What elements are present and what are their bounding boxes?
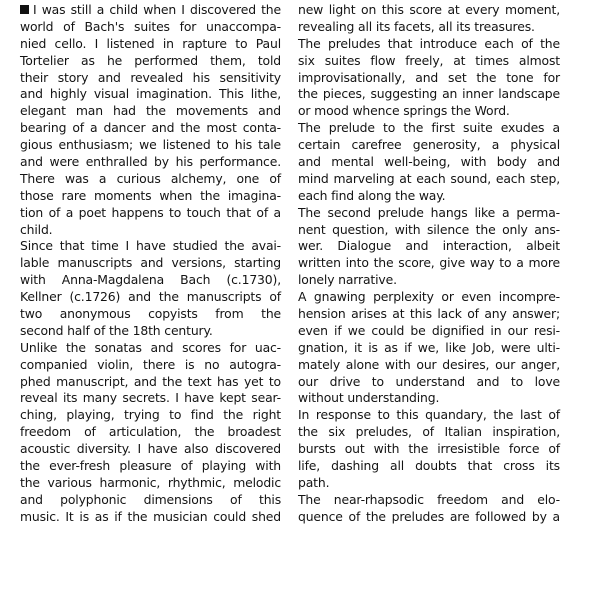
text-line <box>298 70 560 87</box>
line-text: child. <box>20 221 53 237</box>
text-line <box>298 53 560 70</box>
right-text-column <box>298 2 560 526</box>
text-line <box>298 407 560 424</box>
line-text: A gnawing perplexity or even incompre- <box>298 289 560 305</box>
line-text: six suites flow freely, at times almost <box>298 52 560 68</box>
line-text: without understanding. <box>298 390 440 406</box>
text-line <box>20 238 281 255</box>
line-text: The preludes that introduce each of the <box>298 35 560 51</box>
text-line <box>298 441 560 458</box>
line-text: nied cello. I listened in rapture to Paul <box>20 35 281 51</box>
line-text: and highly visual imagination. This lithe, <box>20 86 281 102</box>
text-line <box>298 238 560 255</box>
line-text: elegant man had the movements and <box>20 103 281 119</box>
line-text: and mental well-being, with body and <box>298 154 560 170</box>
text-line <box>298 357 560 374</box>
text-line <box>298 458 560 475</box>
line-text: Unlike the sonatas and scores for uac- <box>20 339 281 355</box>
line-text: music. It is as if the musician could shed <box>20 508 281 524</box>
line-text: written into the score, give way to a more <box>298 255 560 271</box>
text-line <box>20 154 281 171</box>
line-text: world of Bach's suites for unaccompa- <box>20 18 281 34</box>
line-text: tion of a poet happens to touch that of a <box>20 204 281 220</box>
line-text: gnation, it is as if we, like Job, were ulti- <box>298 339 560 355</box>
text-line <box>298 323 560 340</box>
text-line <box>298 205 560 222</box>
text-line <box>20 205 281 222</box>
text-line <box>20 120 281 137</box>
text-line <box>20 53 281 70</box>
text-line <box>20 36 281 53</box>
text-line <box>298 171 560 188</box>
text-line <box>20 255 281 272</box>
line-text: improvisationally, and set the tone for <box>298 69 560 85</box>
text-line <box>20 475 281 492</box>
text-line <box>20 289 281 306</box>
text-line <box>298 120 560 137</box>
text-line <box>20 492 281 509</box>
text-line <box>20 188 281 205</box>
line-text: The near-rhapsodic freedom and elo- <box>298 491 560 507</box>
text-line <box>298 255 560 272</box>
line-text: our drive to understand and to love <box>298 373 560 389</box>
line-text: and were enthralled by his performance. <box>20 154 281 170</box>
line-text: bursts out with the irresistible force of <box>298 441 560 457</box>
text-line <box>20 2 281 19</box>
text-line <box>298 86 560 103</box>
text-line <box>298 222 560 239</box>
text-line <box>298 36 560 53</box>
text-line <box>20 86 281 103</box>
line-text: mately alone with our desires, our anger, <box>298 356 560 372</box>
line-text: companied violin, there is no autogra- <box>20 356 281 372</box>
line-text: the six preludes, of Italian inspiration, <box>298 424 560 440</box>
text-line <box>20 222 281 239</box>
line-text: each find along the way. <box>298 187 446 203</box>
text-line <box>20 103 281 120</box>
line-text: two anonymous copyists from the <box>20 306 281 322</box>
text-line <box>20 390 281 407</box>
text-line <box>298 374 560 391</box>
text-line <box>298 390 560 407</box>
line-text: In response to this quandary, the last of <box>298 407 560 423</box>
text-line <box>20 424 281 441</box>
line-text: Since that time I have studied the avai- <box>20 238 281 254</box>
text-line <box>298 188 560 205</box>
text-line <box>298 492 560 509</box>
line-text: path. <box>298 474 330 490</box>
line-text: quence of the preludes are followed by a <box>298 508 560 524</box>
line-text: even if we could be dignified in our resi- <box>298 322 560 338</box>
text-line <box>20 323 281 340</box>
text-line <box>20 374 281 391</box>
text-line <box>20 407 281 424</box>
line-text: the ever-fresh pleasure of playing with <box>20 458 281 474</box>
line-text: certain carefree generosity, a physical <box>298 137 560 153</box>
line-text: the various harmonic, rhythmic, melodic <box>20 474 281 490</box>
text-line <box>298 475 560 492</box>
line-text: mind marveling at each sound, each step, <box>298 170 560 186</box>
line-text: revealing all its facets, all its treasures. <box>298 18 535 34</box>
line-text: wer. Dialogue and interaction, albeit <box>298 238 560 254</box>
text-line <box>20 458 281 475</box>
text-line <box>20 272 281 289</box>
line-text: Kellner (c.1726) and the manuscripts of <box>20 289 281 305</box>
text-line <box>298 272 560 289</box>
text-line <box>298 137 560 154</box>
line-text: ching, playing, trying to find the right <box>20 407 281 423</box>
text-line <box>20 441 281 458</box>
text-line <box>20 340 281 357</box>
text-line <box>20 19 281 36</box>
text-line <box>298 340 560 357</box>
line-text: phed manuscript, and the text has yet to <box>20 373 281 389</box>
line-text: second half of the 18th century. <box>20 322 213 338</box>
line-text: the pieces, suggesting an inner landscape <box>298 86 560 102</box>
line-text: I was still a child when I discovered the <box>33 2 281 17</box>
left-text-column <box>20 2 281 526</box>
text-line <box>20 509 281 526</box>
line-text: The second prelude hangs like a perma- <box>298 204 560 220</box>
square-bullet-icon <box>20 5 29 14</box>
text-line <box>298 103 560 120</box>
line-text: nent question, with silence the only ans- <box>298 221 560 237</box>
text-line <box>298 424 560 441</box>
line-text: those rare moments when the imagina- <box>20 187 281 203</box>
line-text: gious enthusiasm; we listened to his tale <box>20 137 281 153</box>
line-text: hension arises at this lack of any answer; <box>298 306 560 322</box>
line-text: Tortelier as he performed them, told <box>20 52 281 68</box>
line-text: or mood whence springs the Word. <box>298 103 510 119</box>
text-line <box>298 154 560 171</box>
line-text: freedom of articulation, the broadest <box>20 424 281 440</box>
text-line <box>298 306 560 323</box>
line-text: There was a curious alchemy, one of <box>20 170 281 186</box>
text-line <box>298 19 560 36</box>
text-line <box>20 70 281 87</box>
line-text: lonely narrative. <box>298 272 397 288</box>
text-line <box>298 509 560 526</box>
line-text: with Anna-Magdalena Bach (c.1730), <box>20 272 281 288</box>
text-line <box>20 306 281 323</box>
line-text: lable manuscripts and versions, starting <box>20 255 281 271</box>
line-text: their story and revealed his sensitivity <box>20 69 281 85</box>
text-line <box>20 171 281 188</box>
line-text: acoustic diversity. I have also discovered <box>20 441 281 457</box>
text-line <box>298 289 560 306</box>
text-line <box>20 357 281 374</box>
line-text: reveal its many secrets. I have kept sear- <box>20 390 281 406</box>
text-line <box>20 137 281 154</box>
line-text: and polyphonic dimensions of this <box>20 491 281 507</box>
line-text: The prelude to the first suite exudes a <box>298 120 560 136</box>
line-text: life, dashing all doubts that cross its <box>298 458 560 474</box>
line-text: bearing of a dancer and the most conta- <box>20 120 281 136</box>
line-text: new light on this score at every moment, <box>298 2 560 17</box>
text-line <box>298 2 560 19</box>
